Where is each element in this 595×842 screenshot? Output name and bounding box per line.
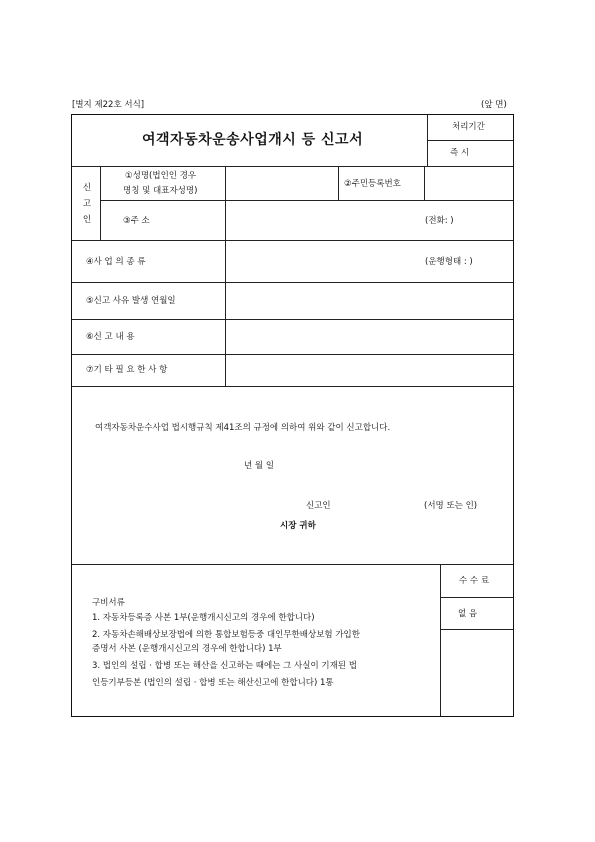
processing-period-label: 처리기간 [452, 122, 485, 132]
divider [440, 597, 513, 598]
operation-form-label: (운행형태 : ) [425, 257, 473, 267]
divider [440, 629, 513, 630]
attachments-title: 구비서류 [92, 598, 125, 608]
divider [338, 166, 339, 200]
fee-value: 없 음 [458, 609, 478, 619]
address-label: ③주 소 [123, 216, 150, 226]
divider [100, 166, 101, 240]
addressee: 시장 귀하 [280, 521, 316, 531]
divider [427, 115, 428, 166]
id-number-field[interactable] [425, 167, 513, 199]
signature-label: (서명 또는 인) [424, 501, 478, 511]
phone-label: (전화: ) [425, 216, 454, 226]
divider [427, 140, 513, 141]
attachment-item: 3. 법인의 설립 · 합병 또는 해산을 신고하는 때에는 그 사실이 기재된 법 [92, 661, 357, 671]
reporter-label: 신고인 [306, 501, 331, 511]
report-content-label: ⑥신 고 내 용 [86, 332, 135, 342]
divider [440, 564, 441, 716]
divider [72, 564, 513, 565]
processing-period-value: 즉 시 [450, 148, 470, 158]
business-type-field[interactable] [226, 241, 416, 281]
applicant-group-label: 신 고 인 [82, 183, 92, 225]
page-side-label: (앞 면) [481, 100, 507, 110]
attachment-item: 2. 자동차손해배상보장법에 의한 통합보험등중 대인무한배상보험 가입한 [92, 630, 360, 640]
name-label-line2: 명칭 및 대표자성명) [123, 186, 198, 196]
report-date-label: ⑤신고 사유 발생 연월일 [86, 296, 176, 306]
other-matters-field[interactable] [226, 355, 512, 385]
form-number: [별지 제22호 서식] [72, 100, 145, 110]
declaration-statement: 여객자동차운수사업 법시행규칙 제41조의 규정에 의하여 위와 같이 신고합니다. [95, 423, 391, 433]
name-field[interactable] [226, 167, 337, 199]
report-content-field[interactable] [226, 320, 512, 353]
declaration-date: 년 월 일 [244, 461, 275, 471]
form-title: 여객자동차운송사업개시 등 신고서 [142, 132, 364, 148]
attachment-item: 증명서 사본 (운행개시신고의 경우에 한합니다) 1부 [92, 644, 282, 654]
fee-label: 수 수 료 [459, 576, 490, 586]
divider [72, 386, 513, 387]
report-date-field[interactable] [226, 283, 512, 318]
address-field[interactable] [226, 201, 416, 239]
id-number-label: ②주민등록번호 [344, 179, 401, 189]
attachment-item: 인등기부등본 (법인의 설립 · 합병 또는 해산신고에 한합니다) 1통 [92, 678, 334, 688]
other-matters-label: ⑦기 타 필 요 한 사 항 [86, 365, 168, 375]
business-type-label: ④사 업 의 종 류 [86, 257, 146, 267]
attachment-item: 1. 자동차등록증 사본 1부(운행개시신고의 경우에 한합니다) [92, 613, 315, 623]
name-label-line1: ①성명(법인인 경우 [125, 171, 197, 181]
